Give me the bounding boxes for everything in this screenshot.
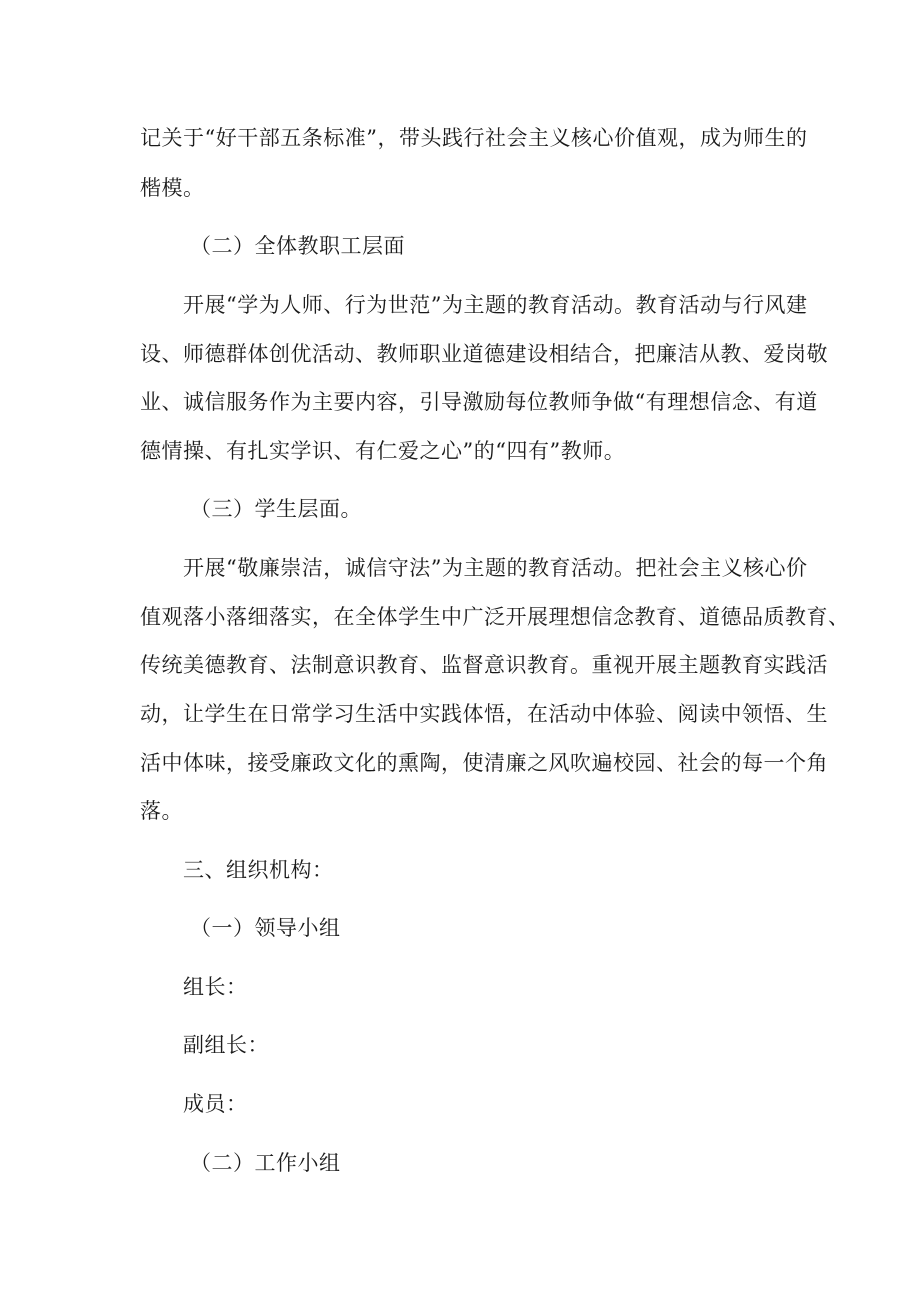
paragraph-line: 值观落小落细落实，在全体学生中广泛开展理想信念教育、道德品质教育、 <box>140 605 850 629</box>
section-heading: （三）学生层面。 <box>190 497 362 521</box>
paragraph-line: 开展“敬廉崇洁，诚信守法”为主题的教育活动。把社会主义核心价 <box>183 556 808 580</box>
paragraph-line: 设、师德群体创优活动、教师职业道德建设相结合，把廉洁从教、爱岗敬 <box>140 342 828 366</box>
paragraph-line: 活中体味，接受廉政文化的熏陶，使清廉之风吹遍校园、社会的每一个角 <box>140 751 828 775</box>
section-heading: 三、组织机构： <box>183 858 334 882</box>
paragraph-line: 业、诚信服务作为主要内容，引导激励每位教师争做“有理想信念、有道 <box>140 390 818 414</box>
paragraph-line: 德情操、有扎实学识、有仁爱之心”的“四有”教师。 <box>140 439 626 463</box>
paragraph-line: 落。 <box>140 799 183 823</box>
paragraph-line: 楷模。 <box>140 176 205 200</box>
subsection-heading: （二）工作小组 <box>190 1151 341 1175</box>
subsection-heading: （一）领导小组 <box>190 916 341 940</box>
paragraph-line: 开展“学为人师、行为世范”为主题的教育活动。教育活动与行风建 <box>183 293 808 317</box>
role-label: 组长： <box>183 975 248 999</box>
role-label: 成员： <box>183 1092 248 1116</box>
section-heading: （二）全体教职工层面 <box>190 234 405 258</box>
role-label: 副组长： <box>183 1033 269 1057</box>
paragraph-line: 记关于“好干部五条标准”，带头践行社会主义核心价值观，成为师生的 <box>140 126 808 150</box>
paragraph-line: 动，让学生在日常学习生活中实践体悟，在活动中体验、阅读中领悟、生 <box>140 702 828 726</box>
paragraph-line: 传统美德教育、法制意识教育、监督意识教育。重视开展主题教育实践活 <box>140 653 828 677</box>
